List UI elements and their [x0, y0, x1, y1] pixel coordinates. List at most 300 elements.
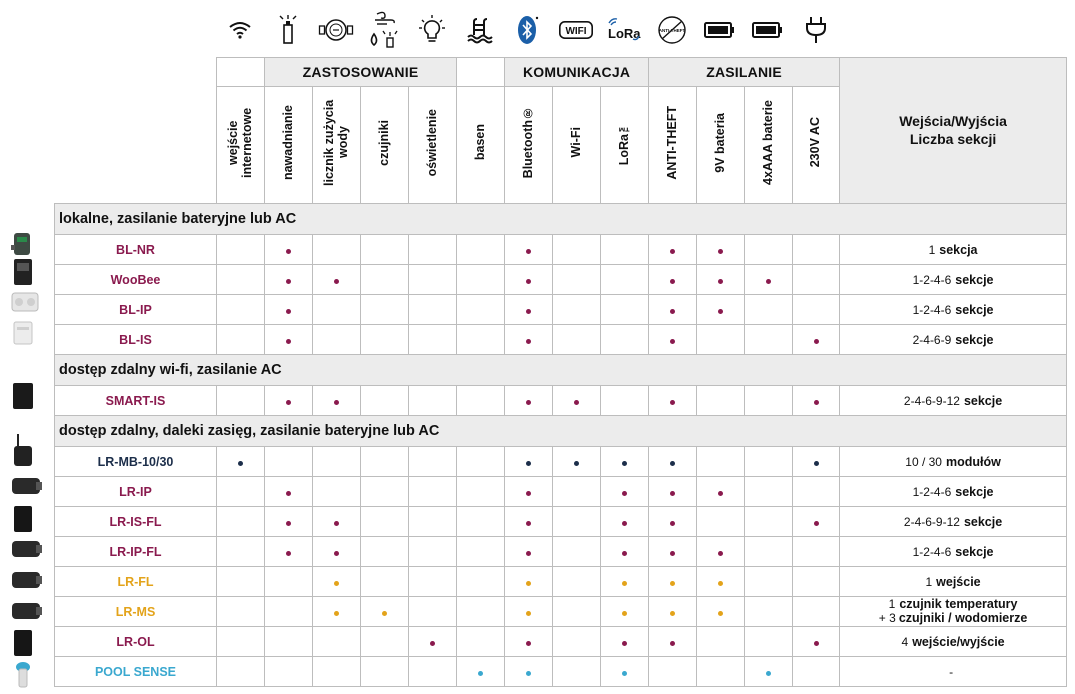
feature-cell	[361, 447, 409, 477]
feature-cell	[505, 386, 553, 416]
feature-cell	[409, 657, 457, 687]
column-header-label: 230V AC	[808, 117, 823, 168]
feature-cell	[457, 657, 505, 687]
feature-cell	[745, 477, 793, 507]
feature-cell	[601, 265, 649, 295]
feature-cell	[313, 537, 361, 567]
feature-dot	[622, 581, 627, 586]
header-spacer-col6	[457, 58, 505, 87]
feature-cell	[649, 507, 697, 537]
feature-cell	[409, 507, 457, 537]
feature-cell	[457, 627, 505, 657]
feature-cell	[553, 567, 601, 597]
feature-cell	[505, 325, 553, 355]
feature-cell	[313, 657, 361, 687]
feature-cell	[649, 597, 697, 627]
table-row	[55, 447, 1067, 477]
feature-dot	[382, 611, 387, 616]
ports-line	[840, 394, 1066, 408]
product-name: POOL SENSE	[55, 657, 217, 687]
feature-dot	[238, 461, 243, 466]
feature-cell	[313, 265, 361, 295]
section-title: dostęp zdalny wi-fi, zasilanie AC	[55, 355, 1067, 386]
column-header-label: wejście internetowe	[225, 107, 254, 178]
ports-number: 1-2-4-6	[912, 484, 952, 499]
feature-cell	[697, 295, 745, 325]
feature-dot	[670, 461, 675, 466]
ports-cell	[840, 477, 1067, 507]
feature-dot	[766, 671, 771, 676]
feature-cell	[697, 657, 745, 687]
feature-cell	[697, 325, 745, 355]
column-header	[505, 87, 553, 204]
ports-number: + 3	[878, 610, 896, 625]
feature-dot	[718, 491, 723, 496]
ports-cell	[840, 386, 1067, 416]
feature-dot	[526, 671, 531, 676]
feature-cell	[265, 295, 313, 325]
ports-number: 1-2-4-6	[912, 544, 952, 559]
feature-cell	[601, 507, 649, 537]
product-name: LR-FL	[55, 567, 217, 597]
feature-cell	[601, 386, 649, 416]
feature-cell	[409, 597, 457, 627]
wifi-badge-icon	[552, 8, 600, 52]
thumb-bl-ip	[8, 290, 38, 314]
table-row	[55, 325, 1067, 355]
feature-cell	[409, 627, 457, 657]
ports-unit: modułów	[945, 454, 1001, 469]
feature-dot	[286, 339, 291, 344]
feature-cell	[409, 265, 457, 295]
product-name: LR-MB-10/30	[55, 447, 217, 477]
ports-unit: czujnik temperatury	[899, 596, 1018, 611]
ports-unit: sekcje	[955, 544, 994, 559]
ports-number: 4	[901, 634, 909, 649]
feature-cell	[793, 325, 840, 355]
feature-cell	[505, 295, 553, 325]
feature-cell	[601, 295, 649, 325]
feature-cell	[409, 325, 457, 355]
feature-cell	[793, 386, 840, 416]
sensor-wind-rain-icon	[360, 8, 408, 52]
feature-cell	[265, 507, 313, 537]
feature-cell	[217, 507, 265, 537]
column-header	[361, 87, 409, 204]
feature-cell	[313, 386, 361, 416]
feature-cell	[553, 325, 601, 355]
ports-unit: wejście	[936, 574, 981, 589]
feature-cell	[505, 235, 553, 265]
feature-cell	[361, 325, 409, 355]
feature-cell	[697, 627, 745, 657]
ports-unit: sekcja	[939, 242, 978, 257]
feature-dot	[430, 641, 435, 646]
feature-cell	[745, 567, 793, 597]
feature-cell	[313, 627, 361, 657]
feature-dot	[286, 521, 291, 526]
ports-unit: sekcje	[963, 514, 1003, 529]
product-name: BL-IS	[55, 325, 217, 355]
water-meter-icon	[312, 8, 360, 52]
feature-cell	[553, 295, 601, 325]
group-header-row	[55, 58, 1067, 87]
feature-cell	[601, 657, 649, 687]
feature-cell	[217, 567, 265, 597]
product-name: LR-OL	[55, 627, 217, 657]
feature-dot	[622, 641, 627, 646]
feature-cell	[793, 657, 840, 687]
feature-cell	[505, 597, 553, 627]
feature-cell	[265, 325, 313, 355]
feature-dot	[334, 611, 339, 616]
ports-line-2	[840, 612, 1066, 626]
feature-cell	[697, 507, 745, 537]
feature-cell	[553, 627, 601, 657]
product-name: BL-NR	[55, 235, 217, 265]
power-plug-icon	[792, 8, 840, 52]
ports-line	[840, 455, 1066, 469]
product-name: SMART-IS	[55, 386, 217, 416]
feature-cell	[409, 295, 457, 325]
feature-cell	[697, 597, 745, 627]
feature-cell	[265, 265, 313, 295]
ports-cell	[840, 537, 1067, 567]
column-header-label: 9V bateria	[712, 112, 727, 173]
feature-cell	[697, 567, 745, 597]
feature-cell	[601, 627, 649, 657]
thumb-smart-is	[8, 382, 38, 406]
feature-cell	[409, 567, 457, 597]
feature-cell	[361, 507, 409, 537]
table-body	[55, 204, 1067, 687]
feature-cell	[361, 537, 409, 567]
feature-cell	[457, 537, 505, 567]
ports-number: 2-4-6-9-12	[903, 514, 960, 529]
feature-cell	[313, 295, 361, 325]
feature-cell	[601, 235, 649, 265]
feature-cell	[649, 325, 697, 355]
svg-text:ANTI-THEFT: ANTI-THEFT	[658, 28, 686, 33]
table-row	[55, 507, 1067, 537]
header-spacer-col1	[217, 58, 265, 87]
header-spacer-2	[55, 87, 217, 204]
ports-unit: wejście/wyjście	[912, 634, 1005, 649]
feature-cell	[457, 265, 505, 295]
ports-number: 2-4-6-9	[912, 332, 952, 347]
feature-cell	[217, 477, 265, 507]
column-header	[409, 87, 457, 204]
product-name: LR-IP-FL	[55, 537, 217, 567]
feature-dot	[478, 671, 483, 676]
feature-cell	[553, 657, 601, 687]
feature-cell	[505, 627, 553, 657]
feature-dot	[286, 309, 291, 314]
ports-cell	[840, 567, 1067, 597]
feature-dot	[670, 641, 675, 646]
section-header-row	[55, 204, 1067, 235]
feature-cell	[745, 386, 793, 416]
feature-dot	[718, 551, 723, 556]
feature-dot	[526, 521, 531, 526]
feature-cell	[505, 477, 553, 507]
feature-dot	[670, 551, 675, 556]
feature-cell	[457, 567, 505, 597]
column-header	[697, 87, 745, 204]
feature-dot	[670, 521, 675, 526]
feature-dot	[814, 339, 819, 344]
feature-dot	[814, 400, 819, 405]
ports-cell	[840, 597, 1067, 627]
feature-cell	[649, 386, 697, 416]
feature-cell	[553, 537, 601, 567]
feature-dot	[622, 611, 627, 616]
feature-cell	[265, 386, 313, 416]
feature-cell	[793, 295, 840, 325]
pool-icon	[456, 8, 504, 52]
feature-cell	[601, 477, 649, 507]
feature-dot	[718, 249, 723, 254]
feature-cell	[313, 477, 361, 507]
feature-cell	[361, 265, 409, 295]
feature-dot	[670, 279, 675, 284]
feature-cell	[745, 447, 793, 477]
group-zastosowanie: ZASTOSOWANIE	[265, 58, 457, 87]
feature-cell	[457, 295, 505, 325]
feature-dot	[718, 611, 723, 616]
ports-header	[840, 58, 1067, 204]
column-header	[649, 87, 697, 204]
feature-cell	[457, 477, 505, 507]
ports-line	[840, 635, 1066, 649]
feature-cell	[217, 235, 265, 265]
battery-aaa-icon	[744, 8, 792, 52]
feature-dot	[526, 279, 531, 284]
feature-cell	[217, 537, 265, 567]
lora-icon	[600, 8, 648, 52]
ports-cell	[840, 447, 1067, 477]
feature-cell	[649, 627, 697, 657]
feature-cell	[793, 597, 840, 627]
feature-cell	[601, 597, 649, 627]
ports-line	[840, 273, 1066, 287]
column-header	[601, 87, 649, 204]
feature-dot	[526, 551, 531, 556]
feature-cell	[313, 447, 361, 477]
group-komunikacja: KOMUNIKACJA	[505, 58, 649, 87]
feature-cell	[361, 477, 409, 507]
feature-cell	[697, 386, 745, 416]
column-header	[265, 87, 313, 204]
column-header-label: ANTI-THEFT	[664, 105, 679, 180]
feature-cell	[553, 386, 601, 416]
svg-text:LoRa: LoRa	[608, 26, 641, 41]
ports-cell	[840, 265, 1067, 295]
column-header-label: basen	[472, 124, 487, 161]
feature-dot	[526, 339, 531, 344]
table-row	[55, 235, 1067, 265]
feature-cell	[697, 447, 745, 477]
ports-number: 10 / 30	[905, 454, 942, 469]
table-row	[55, 627, 1067, 657]
feature-cell	[505, 507, 553, 537]
feature-cell	[649, 657, 697, 687]
ports-unit: sekcje	[955, 302, 994, 317]
ports-number: 1	[928, 242, 936, 257]
feature-cell	[313, 325, 361, 355]
feature-cell	[697, 537, 745, 567]
feature-cell	[505, 447, 553, 477]
feature-cell	[217, 265, 265, 295]
table-row	[55, 477, 1067, 507]
feature-cell	[265, 235, 313, 265]
feature-cell	[217, 386, 265, 416]
table-row	[55, 386, 1067, 416]
feature-dot	[718, 279, 723, 284]
column-header	[553, 87, 601, 204]
feature-cell	[361, 235, 409, 265]
feature-cell	[553, 477, 601, 507]
feature-cell	[361, 386, 409, 416]
ports-cell	[840, 325, 1067, 355]
feature-cell	[697, 477, 745, 507]
feature-dot	[670, 400, 675, 405]
thumb-lr-ms	[8, 599, 38, 623]
feature-dot	[670, 491, 675, 496]
feature-cell	[361, 657, 409, 687]
feature-cell	[649, 567, 697, 597]
feature-cell	[745, 235, 793, 265]
feature-dot	[526, 611, 531, 616]
feature-icons-row	[216, 8, 840, 52]
feature-cell	[505, 567, 553, 597]
ports-line	[840, 665, 1066, 679]
ports-unit: sekcje	[955, 484, 994, 499]
feature-cell	[361, 597, 409, 627]
feature-cell	[745, 265, 793, 295]
ports-unit: sekcje	[955, 272, 994, 287]
feature-cell	[217, 447, 265, 477]
feature-cell	[553, 507, 601, 537]
feature-cell	[697, 265, 745, 295]
feature-dot	[286, 551, 291, 556]
feature-cell	[457, 325, 505, 355]
column-header-label: LoRa™	[616, 119, 631, 166]
feature-cell	[361, 567, 409, 597]
ports-line	[840, 598, 1066, 612]
ports-line	[840, 333, 1066, 347]
ports-cell	[840, 295, 1067, 325]
feature-cell	[457, 447, 505, 477]
thumb-lr-is-fl	[8, 505, 38, 529]
ports-number: 1	[925, 574, 933, 589]
bluetooth-icon	[504, 8, 552, 52]
column-header-label: Wi-Fi	[568, 127, 583, 158]
feature-dot	[670, 309, 675, 314]
feature-cell	[745, 325, 793, 355]
feature-dot	[622, 521, 627, 526]
feature-cell	[793, 477, 840, 507]
feature-cell	[649, 447, 697, 477]
feature-dot	[574, 461, 579, 466]
section-header-row	[55, 416, 1067, 447]
column-header	[217, 87, 265, 204]
feature-cell	[553, 597, 601, 627]
feature-cell	[313, 507, 361, 537]
product-thumbnails	[0, 0, 54, 692]
ports-number: 1	[888, 596, 896, 611]
ports-cell	[840, 507, 1067, 537]
feature-cell	[745, 627, 793, 657]
feature-dot	[286, 491, 291, 496]
feature-cell	[793, 507, 840, 537]
feature-cell	[217, 627, 265, 657]
column-header-label: oświetlenie	[424, 108, 439, 177]
ports-line	[840, 545, 1066, 559]
column-header-label: Bluetooth®	[520, 106, 535, 179]
feature-cell	[409, 537, 457, 567]
feature-cell	[265, 537, 313, 567]
feature-cell	[265, 657, 313, 687]
feature-cell	[457, 597, 505, 627]
feature-cell	[265, 567, 313, 597]
feature-cell	[505, 537, 553, 567]
column-header	[313, 87, 361, 204]
sprinkler-icon	[264, 8, 312, 52]
ports-unit: sekcje	[955, 332, 994, 347]
feature-cell	[745, 295, 793, 325]
feature-dot	[286, 249, 291, 254]
column-header-label: nawadnianie	[280, 104, 295, 181]
thumb-lr-ip-fl	[8, 537, 38, 561]
feature-dot	[334, 581, 339, 586]
feature-cell	[457, 235, 505, 265]
feature-cell	[553, 235, 601, 265]
svg-text:WIFI: WIFI	[565, 26, 587, 37]
ports-line	[840, 575, 1066, 589]
group-zasilanie: ZASILANIE	[649, 58, 840, 87]
feature-cell	[601, 537, 649, 567]
feature-dot	[334, 521, 339, 526]
feature-dot	[766, 279, 771, 284]
feature-dot	[670, 249, 675, 254]
feature-dot	[526, 581, 531, 586]
ports-header-line2: Liczba sekcji	[909, 130, 997, 147]
feature-dot	[526, 641, 531, 646]
feature-cell	[505, 657, 553, 687]
feature-dot	[526, 309, 531, 314]
feature-cell	[649, 477, 697, 507]
feature-cell	[265, 477, 313, 507]
ports-line	[840, 243, 1066, 257]
feature-cell	[649, 265, 697, 295]
table-row	[55, 265, 1067, 295]
feature-dot	[622, 461, 627, 466]
comparison-table	[54, 57, 1067, 687]
feature-cell	[457, 386, 505, 416]
feature-cell	[649, 537, 697, 567]
column-header-label: 4xAAA baterie	[760, 100, 775, 185]
ports-cell	[840, 657, 1067, 687]
ports-line	[840, 485, 1066, 499]
product-name: LR-IS-FL	[55, 507, 217, 537]
ports-line	[840, 515, 1066, 529]
section-title: lokalne, zasilanie bateryjne lub AC	[55, 204, 1067, 235]
table-row	[55, 657, 1067, 687]
feature-cell	[457, 507, 505, 537]
feature-dot	[814, 461, 819, 466]
table-row	[55, 295, 1067, 325]
